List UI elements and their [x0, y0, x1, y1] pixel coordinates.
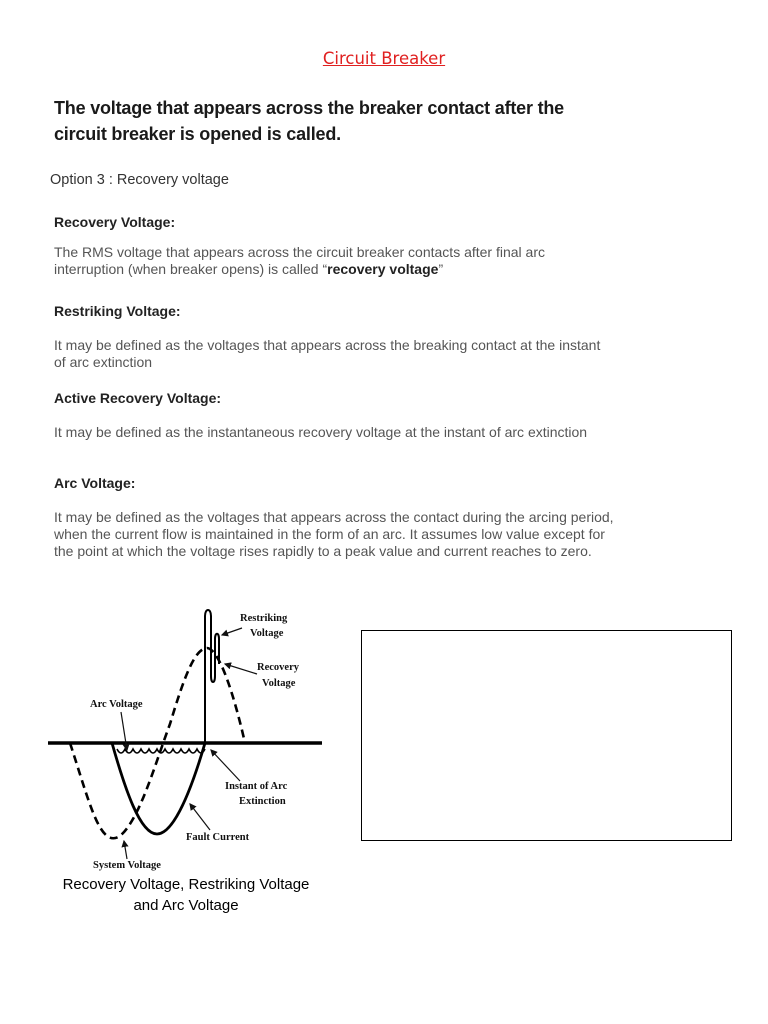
section-body: It may be defined as the voltages that appears across the contact during the arcing period, when the current flow is maintained in the form of an arc. It assumes low value except for the point at which the voltage rises rapidly to a peak value and current reaches to zero. [54, 509, 614, 559]
section-body: It may be defined as the voltages that appears across the breaking contact at the instant of arc extinction [54, 337, 601, 370]
label-fault-current: Fault Current [186, 832, 250, 843]
arrow-recovery [225, 664, 257, 674]
arrow-instant [211, 750, 240, 781]
section-arc-voltage [54, 474, 614, 560]
section-heading: Restriking Voltage: [54, 303, 181, 319]
section-restriking-voltage [54, 302, 614, 371]
label-recovery-1: Recovery [257, 662, 299, 673]
section-recovery-voltage [54, 213, 614, 278]
label-instant-2: Extinction [239, 796, 286, 807]
caption-line-1: Recovery Voltage, Restriking Voltage [62, 876, 310, 893]
waveform-figure [45, 604, 327, 916]
section-heading: Arc Voltage: [54, 475, 136, 491]
section-body-bold: recovery voltage [327, 261, 439, 277]
label-instant-1: Instant of Arc [225, 781, 288, 792]
section-body [54, 244, 614, 278]
empty-answer-box [361, 630, 732, 841]
label-restriking-1: Restriking [240, 613, 288, 624]
arrow-system-voltage [124, 841, 127, 859]
arrow-restriking [222, 628, 242, 635]
section-active-recovery-voltage [54, 389, 614, 441]
label-recovery-2: Voltage [262, 678, 296, 689]
section-heading: Recovery Voltage: [54, 214, 176, 230]
caption-line-2: and Arc Voltage [133, 897, 239, 914]
restriking-oscillation [205, 610, 219, 743]
section-heading: Active Recovery Voltage: [54, 390, 222, 406]
answer-text: Option 3 : Recovery voltage [50, 172, 229, 188]
figure-caption [45, 874, 327, 916]
section-body: It may be defined as the instantaneous recovery voltage at the instant of arc extinction [54, 424, 588, 440]
label-arc-voltage: Arc Voltage [90, 699, 143, 710]
label-restriking-2: Voltage [250, 628, 284, 639]
page-title: Circuit Breaker [322, 49, 446, 68]
section-body-end: ” [438, 261, 444, 277]
waveform-diagram [45, 604, 327, 874]
section-body-text: The RMS voltage that appears across the circuit breaker contacts after final arc interruption (when breaker opens) is called “ [54, 244, 546, 277]
arrow-fault-current [190, 804, 210, 830]
label-system-voltage: System Voltage [93, 860, 161, 871]
fault-current-curve [112, 743, 205, 834]
question-text: The voltage that appears across the breaker contact after the circuit breaker is opened is called. [54, 98, 564, 144]
